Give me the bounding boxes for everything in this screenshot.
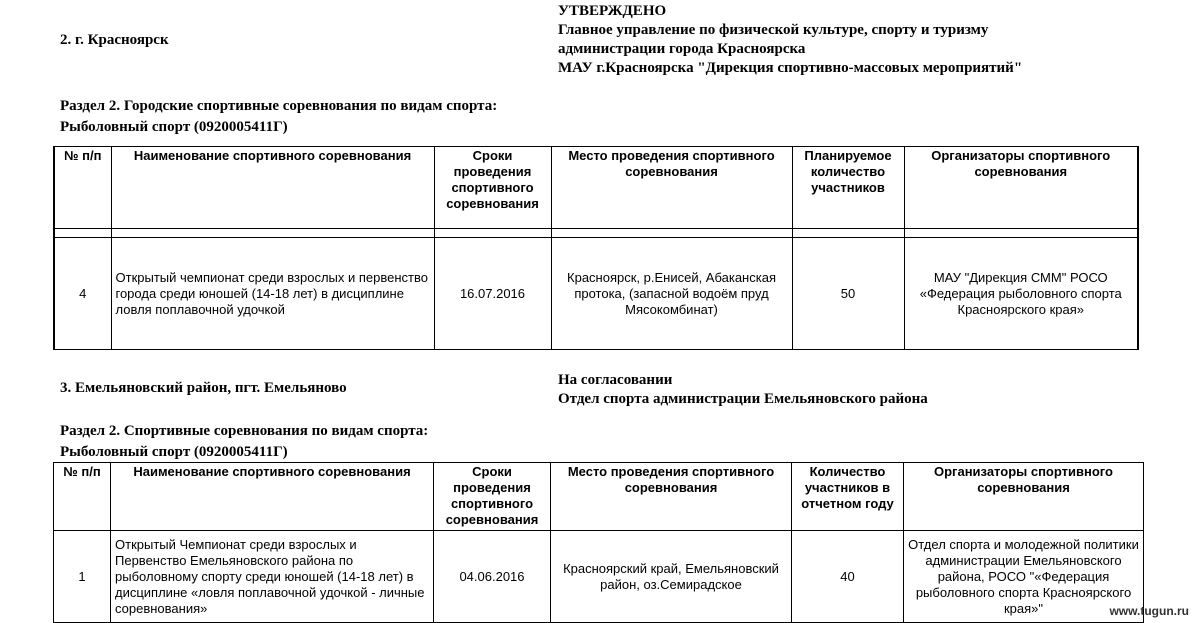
cell-num: 4 xyxy=(54,238,111,350)
cell-date: 04.06.2016 xyxy=(434,531,551,623)
city-heading: 2. г. Красноярск xyxy=(60,32,169,48)
section-line: Раздел 2. Спортивные соревнования по видам спорта: xyxy=(60,423,429,439)
district-heading: 3. Емельяновский район, пгт. Емельяново xyxy=(60,380,347,396)
approval-line: Главное управление по физической культуре, спорту и туризму xyxy=(558,22,989,38)
approval-block xyxy=(558,371,928,409)
header-dates: Сроки проведения спортивного соревнования xyxy=(434,147,551,229)
competition-table xyxy=(53,462,1144,623)
approval-line: МАУ г.Красноярска "Дирекция спортивно-массовых мероприятий" xyxy=(558,60,1023,76)
header-place: Место проведения спортивного соревнования xyxy=(551,463,792,531)
cell-name: Открытый чемпионат среди взрослых и первенство города среди юношей (14-18 лет) в дисциплине ловля поплавочной удочкой xyxy=(111,238,434,350)
cell-place: Красноярск, р.Енисей, Абаканская протока, (запасной водоём пруд Мясокомбинат) xyxy=(551,238,792,350)
cell-organizers: Отдел спорта и молодежной политики администрации Емельяновского района, РОСО "«Федерация рыболовного спорта Красноярского края»" xyxy=(904,531,1144,623)
approval-line: УТВЕРЖДЕНО xyxy=(558,3,667,19)
header-name: Наименование спортивного соревнования xyxy=(111,463,434,531)
table-row xyxy=(54,238,1138,350)
approval-line: администрации города Красноярска xyxy=(558,41,806,57)
cell-num: 1 xyxy=(54,531,111,623)
table-header-row xyxy=(54,147,1138,229)
header-count: Количество участников в отчетном году xyxy=(792,463,904,531)
header-count: Планируемое количество участников xyxy=(792,147,904,229)
cell-count: 50 xyxy=(792,238,904,350)
section-line: Рыболовный спорт (0920005411Г) xyxy=(60,119,288,135)
section-title xyxy=(60,421,428,463)
section-line: Раздел 2. Городские спортивные соревнования по видам спорта: xyxy=(60,98,498,114)
cell-organizers: МАУ "Дирекция СММ" РОСО «Федерация рыболовного спорта Красноярского края» xyxy=(904,238,1138,350)
approval-block xyxy=(558,2,1022,78)
cell-count: 40 xyxy=(792,531,904,623)
table-header-row xyxy=(54,463,1144,531)
header-num: № п/п xyxy=(54,463,111,531)
cell-date: 16.07.2016 xyxy=(434,238,551,350)
section-line: Рыболовный спорт (0920005411Г) xyxy=(60,444,288,460)
approval-line: Отдел спорта администрации Емельяновского района xyxy=(558,391,928,407)
cell-name: Открытый Чемпионат среди взрослых и Первенство Емельяновского района по рыболовному спорту среди юношей (14-18 лет) в дисциплине «ловля поплавочной удочкой - личные соревнования» xyxy=(111,531,434,623)
header-place: Место проведения спортивного соревнования xyxy=(551,147,792,229)
header-name: Наименование спортивного соревнования xyxy=(111,147,434,229)
header-dates: Сроки проведения спортивного соревнования xyxy=(434,463,551,531)
header-organizers: Организаторы спортивного соревнования xyxy=(904,147,1138,229)
approval-line: На согласовании xyxy=(558,372,673,388)
competition-table xyxy=(53,146,1139,350)
site-watermark: www.tugun.ru xyxy=(1109,604,1189,618)
section-title xyxy=(60,96,497,138)
header-organizers: Организаторы спортивного соревнования xyxy=(904,463,1144,531)
table-row xyxy=(54,531,1144,623)
header-num: № п/п xyxy=(54,147,111,229)
table-gap xyxy=(54,229,1138,238)
cell-place: Красноярский край, Емельяновский район, оз.Семирадское xyxy=(551,531,792,623)
